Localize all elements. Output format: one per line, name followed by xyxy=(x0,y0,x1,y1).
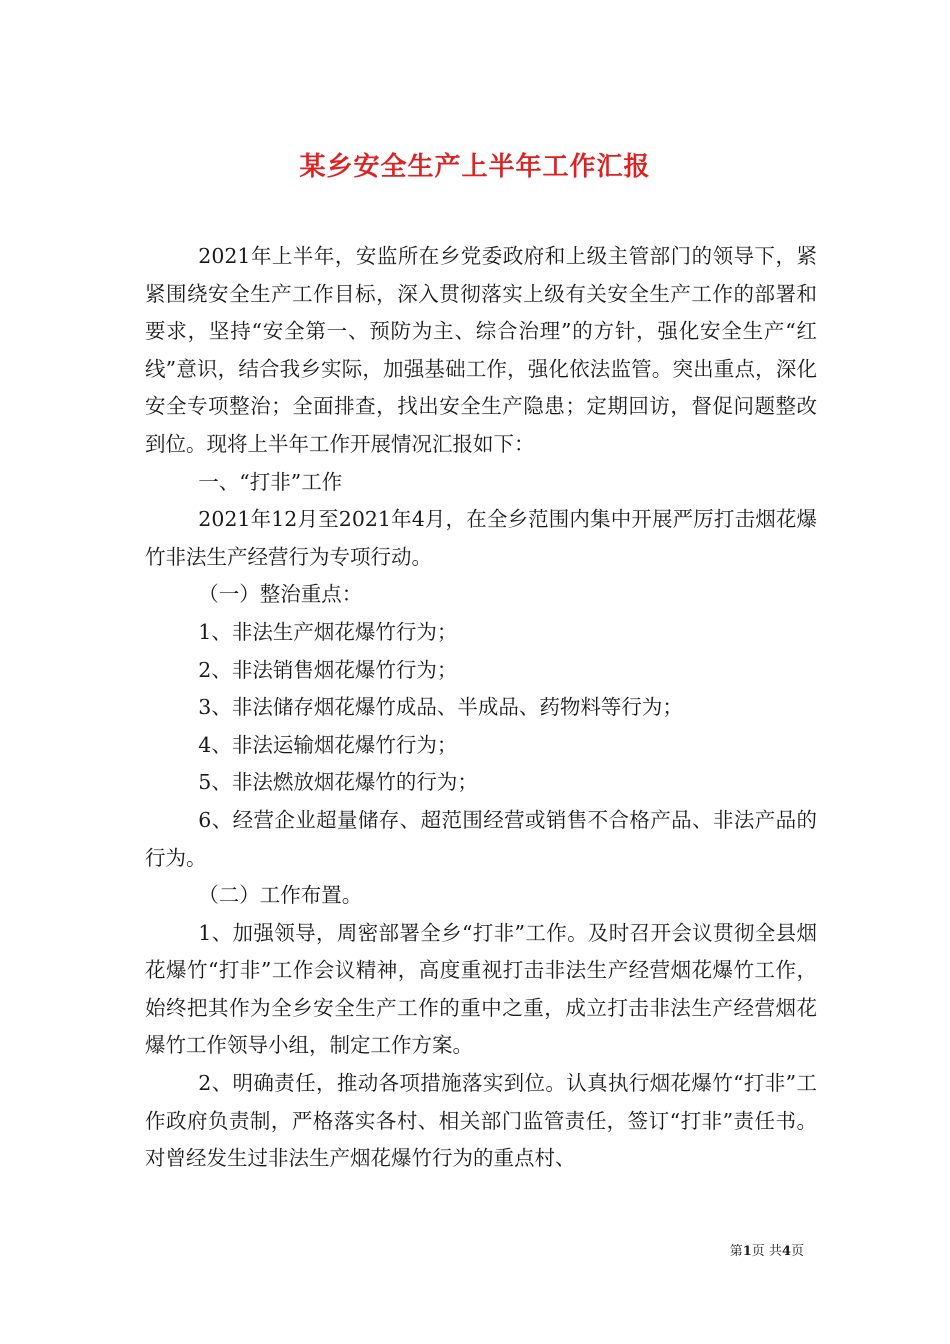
document-body xyxy=(145,238,817,1178)
page-footer xyxy=(730,1242,804,1262)
body-paragraph: 2、明确责任，推动各项措施落实到位。认真执行烟花爆竹“打非”工作政府负责制，严格落实各村、相关部门监管责任，签订“打非”责任书。对曾经发生过非法生产烟花爆竹行为的重点村、 xyxy=(145,1071,817,1171)
document-title: 某乡安全生产上半年工作汇报 xyxy=(299,152,651,183)
section-paragraph: 2021年12月至2021年4月，在全乡范围内集中开展严厉打击烟花爆竹非法生产经营行为专项行动。 xyxy=(145,507,817,569)
list-item: 5、非法燃放烟花爆竹的行为； xyxy=(198,770,478,795)
subsection-heading: （一）整治重点： xyxy=(198,582,363,607)
list-item: 4、非法运输烟花爆竹行为； xyxy=(198,732,458,757)
list-item: 1、非法生产烟花爆竹行为； xyxy=(198,619,458,644)
footer-middle: 页 共 xyxy=(751,1244,782,1259)
footer-suffix: 页 xyxy=(790,1244,804,1259)
section-heading: 一、“打非”工作 xyxy=(198,469,343,494)
list-item: 6、经营企业超量储存、超范围经营或销售不合格产品、非法产品的行为。 xyxy=(145,807,817,870)
footer-prefix: 第 xyxy=(729,1244,743,1259)
list-item: 3、非法储存烟花爆竹成品、半成品、药物料等行为； xyxy=(198,695,683,720)
intro-paragraph: 2021年上半年，安监所在乡党委政府和上级主管部门的领导下，紧紧围绕安全生产工作目标，深入贯彻落实上级有关安全生产工作的部署和要求，坚持“安全第一、预防为主、综合治理”的方针，强化安全生产“红线”意识，结合我乡实际，加强基础工作，强化依法监管。突出重点，深化安全专项整治；全面排查，找出安全生产隐患；定期回访，督促问题整改到位。现将上半年工作开展情况汇报如下： xyxy=(145,244,817,456)
list-item: 2、非法销售烟花爆竹行为； xyxy=(198,657,458,682)
body-paragraph: 1、加强领导，周密部署全乡“打非”工作。及时召开会议贯彻全县烟花爆竹“打非”工作会议精神，高度重视打击非法生产经营烟花爆竹工作，始终把其作为全乡安全生产工作的重中之重，成立打击非法生产经营烟花爆竹工作领导小组，制定工作方案。 xyxy=(145,920,817,1058)
current-page-number: 1 xyxy=(742,1244,752,1259)
subsection-heading: （二）工作布置。 xyxy=(198,883,363,908)
total-pages-number: 4 xyxy=(781,1244,791,1259)
